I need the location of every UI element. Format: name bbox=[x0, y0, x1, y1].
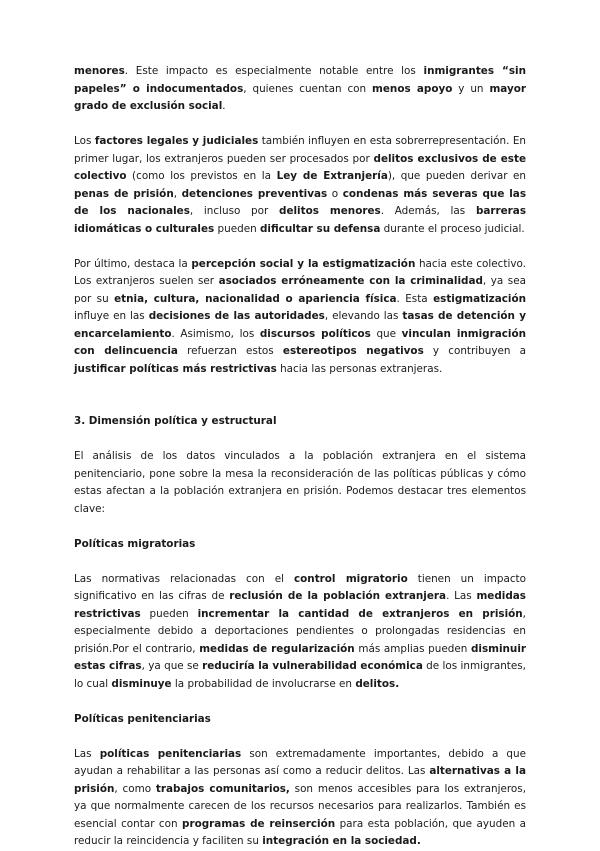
text-run: hacia las personas extranjeras. bbox=[276, 362, 443, 375]
text-run: , ya sea por su bbox=[74, 275, 526, 305]
bold-text: delitos exclusivos de este colectivo bbox=[74, 152, 526, 182]
intro-continuation-paragraph bbox=[74, 63, 526, 116]
bold-text: condenas más severas que las de los nacionales bbox=[74, 187, 527, 217]
bold-text: programas de reinserción bbox=[182, 817, 336, 830]
paragraph-gap bbox=[74, 518, 526, 536]
text-run: y un bbox=[452, 82, 490, 95]
text-run: . bbox=[222, 100, 226, 112]
bold-text: justificar políticas más restrictivas bbox=[74, 362, 277, 375]
text-run: . Las bbox=[446, 590, 477, 602]
paragraph-gap bbox=[74, 431, 526, 449]
bold-text: menores bbox=[74, 65, 125, 77]
bold-text: percepción social y la estigmatización bbox=[191, 257, 416, 270]
paragraph-gap bbox=[74, 238, 526, 256]
text-run: , especialmente debido a deportaciones pendientes o prolongadas residencias en prisión.Por el contrario, bbox=[74, 607, 526, 655]
bold-text: mayor grado de exclusión social bbox=[74, 82, 526, 112]
bold-text: vinculan inmigración con delincuencia bbox=[74, 327, 526, 357]
text-run: para esta población, que ayuden a reducir la reincidencia y faciliten su bbox=[74, 817, 526, 847]
subsection-heading-migratory: Políticas migratorias bbox=[74, 537, 196, 550]
bold-text: inmigrantes “sin papeles” o indocumentados bbox=[74, 65, 526, 95]
paragraph-gap bbox=[74, 553, 526, 571]
bold-text: tasas de detención y encarcelamiento bbox=[74, 310, 527, 340]
bold-text: Ley de Extranjería bbox=[276, 170, 388, 182]
text-run: refuerzan estos bbox=[177, 345, 283, 357]
text-run: , elevando las bbox=[324, 310, 403, 322]
text-run: durante el proceso judicial. bbox=[380, 222, 525, 235]
text-run: , quienes cuentan con bbox=[243, 82, 373, 95]
text-run: Los bbox=[74, 135, 95, 147]
paragraph-gap bbox=[74, 693, 526, 711]
bold-text: etnia, cultura, nacionalidad o apariencia física bbox=[114, 292, 397, 305]
migratory-policies-paragraph bbox=[74, 571, 526, 694]
bold-text: reduciría la vulnerabilidad económica bbox=[202, 660, 423, 672]
social-perception-paragraph bbox=[74, 256, 526, 379]
bold-text: factores legales y judiciales bbox=[94, 135, 259, 147]
bold-text: disminuir estas cifras bbox=[74, 642, 527, 672]
bold-text: decisiones de las autoridades bbox=[148, 310, 325, 322]
bold-text: delitos. bbox=[355, 677, 400, 690]
text-run: más amplias pueden bbox=[354, 642, 471, 655]
text-run: pueden bbox=[140, 607, 198, 620]
text-run: , incluso por bbox=[189, 205, 279, 217]
bold-text: políticas penitenciarias bbox=[99, 747, 242, 760]
text-run: . Además, las bbox=[380, 205, 476, 217]
text-run: y contribuyen a bbox=[423, 345, 527, 357]
bold-text: discursos políticos bbox=[259, 327, 371, 340]
text-run: (como los previstos en la bbox=[126, 170, 277, 182]
text-run: de los inmigrantes, lo cual bbox=[74, 660, 526, 690]
bold-text: estigmatización bbox=[433, 292, 526, 305]
section-intro-paragraph: El análisis de los datos vinculados a la población extranjera en el sistema penitenciario, pone sobre la mesa la reconsideración de las políticas públicas y cómo estas afectan a la población extranjera en prisión. Podemos destacar tres elementos clave: bbox=[74, 450, 526, 515]
bold-text: dificultar su defensa bbox=[259, 222, 381, 235]
bold-text: barreras idiomáticas o culturales bbox=[74, 205, 527, 235]
bold-text: incrementar la cantidad de extranjeros en prisión bbox=[197, 607, 523, 620]
paragraph-gap bbox=[74, 728, 526, 746]
document-page bbox=[74, 63, 526, 851]
subsection-heading-penitentiary: Políticas penitenciarias bbox=[74, 712, 211, 725]
text-run: , como bbox=[114, 782, 156, 795]
text-run: hacia este colectivo. Los extranjeros suelen ser bbox=[74, 257, 526, 287]
text-run: . Asimismo, los bbox=[171, 327, 260, 340]
bold-text: medidas restrictivas bbox=[74, 590, 526, 620]
text-run: la probabilidad de involucrarse en bbox=[171, 677, 356, 690]
text-run: , ya que se bbox=[141, 660, 203, 672]
text-run: ), que pueden derivar en bbox=[387, 170, 526, 182]
bold-text: detenciones preventivas bbox=[181, 187, 328, 200]
bold-text: penas de prisión bbox=[74, 187, 174, 200]
text-run: o bbox=[327, 187, 343, 200]
bold-text: delitos menores bbox=[279, 205, 381, 217]
bold-text: menos apoyo bbox=[372, 82, 453, 95]
section-heading: 3. Dimensión política y estructural bbox=[74, 415, 277, 427]
text-run: tienen un impacto significativo en las cifras de bbox=[74, 572, 526, 602]
text-run: son menos accesibles para los extranjeros, ya que normalmente carecen de los recursos necesarios para realizarlos. También es esencial contar con bbox=[74, 782, 526, 830]
text-run: también influyen en esta sobrerrepresentación. En primer lugar, los extranjeros pueden ser procesados por bbox=[74, 135, 526, 165]
text-run: Por último, destaca la bbox=[74, 257, 192, 270]
penitentiary-policies-paragraph bbox=[74, 746, 526, 851]
bold-text: reclusión de la población extranjera bbox=[229, 590, 447, 602]
bold-text: control migratorio bbox=[294, 572, 408, 585]
bold-text: trabajos comunitarios, bbox=[155, 782, 290, 795]
paragraph-gap bbox=[74, 116, 526, 134]
text-run: . Esta bbox=[396, 292, 434, 305]
text-run: . Este impacto es especialmente notable entre los bbox=[124, 65, 424, 77]
bold-text: estereotipos negativos bbox=[282, 345, 424, 357]
bold-text: integración en la sociedad. bbox=[262, 835, 421, 847]
text-run: , bbox=[173, 187, 182, 200]
text-run: influye en las bbox=[74, 310, 149, 322]
text-run: Las bbox=[74, 747, 100, 760]
text-run: que bbox=[370, 327, 402, 340]
bold-text: medidas de regularización bbox=[199, 642, 355, 655]
text-run: Las normativas relacionadas con el bbox=[74, 572, 294, 585]
bold-text: disminuye bbox=[111, 677, 172, 690]
bold-text: asociados erróneamente con la criminalidad bbox=[218, 275, 483, 287]
bold-text: alternativas a la prisión bbox=[74, 765, 526, 795]
section-gap bbox=[74, 378, 526, 413]
text-run: son extremadamente importantes, debido a que ayudan a rehabilitar a las personas así como a reducir delitos. Las bbox=[74, 747, 527, 777]
legal-factors-paragraph bbox=[74, 133, 526, 238]
text-run: pueden bbox=[214, 222, 260, 235]
